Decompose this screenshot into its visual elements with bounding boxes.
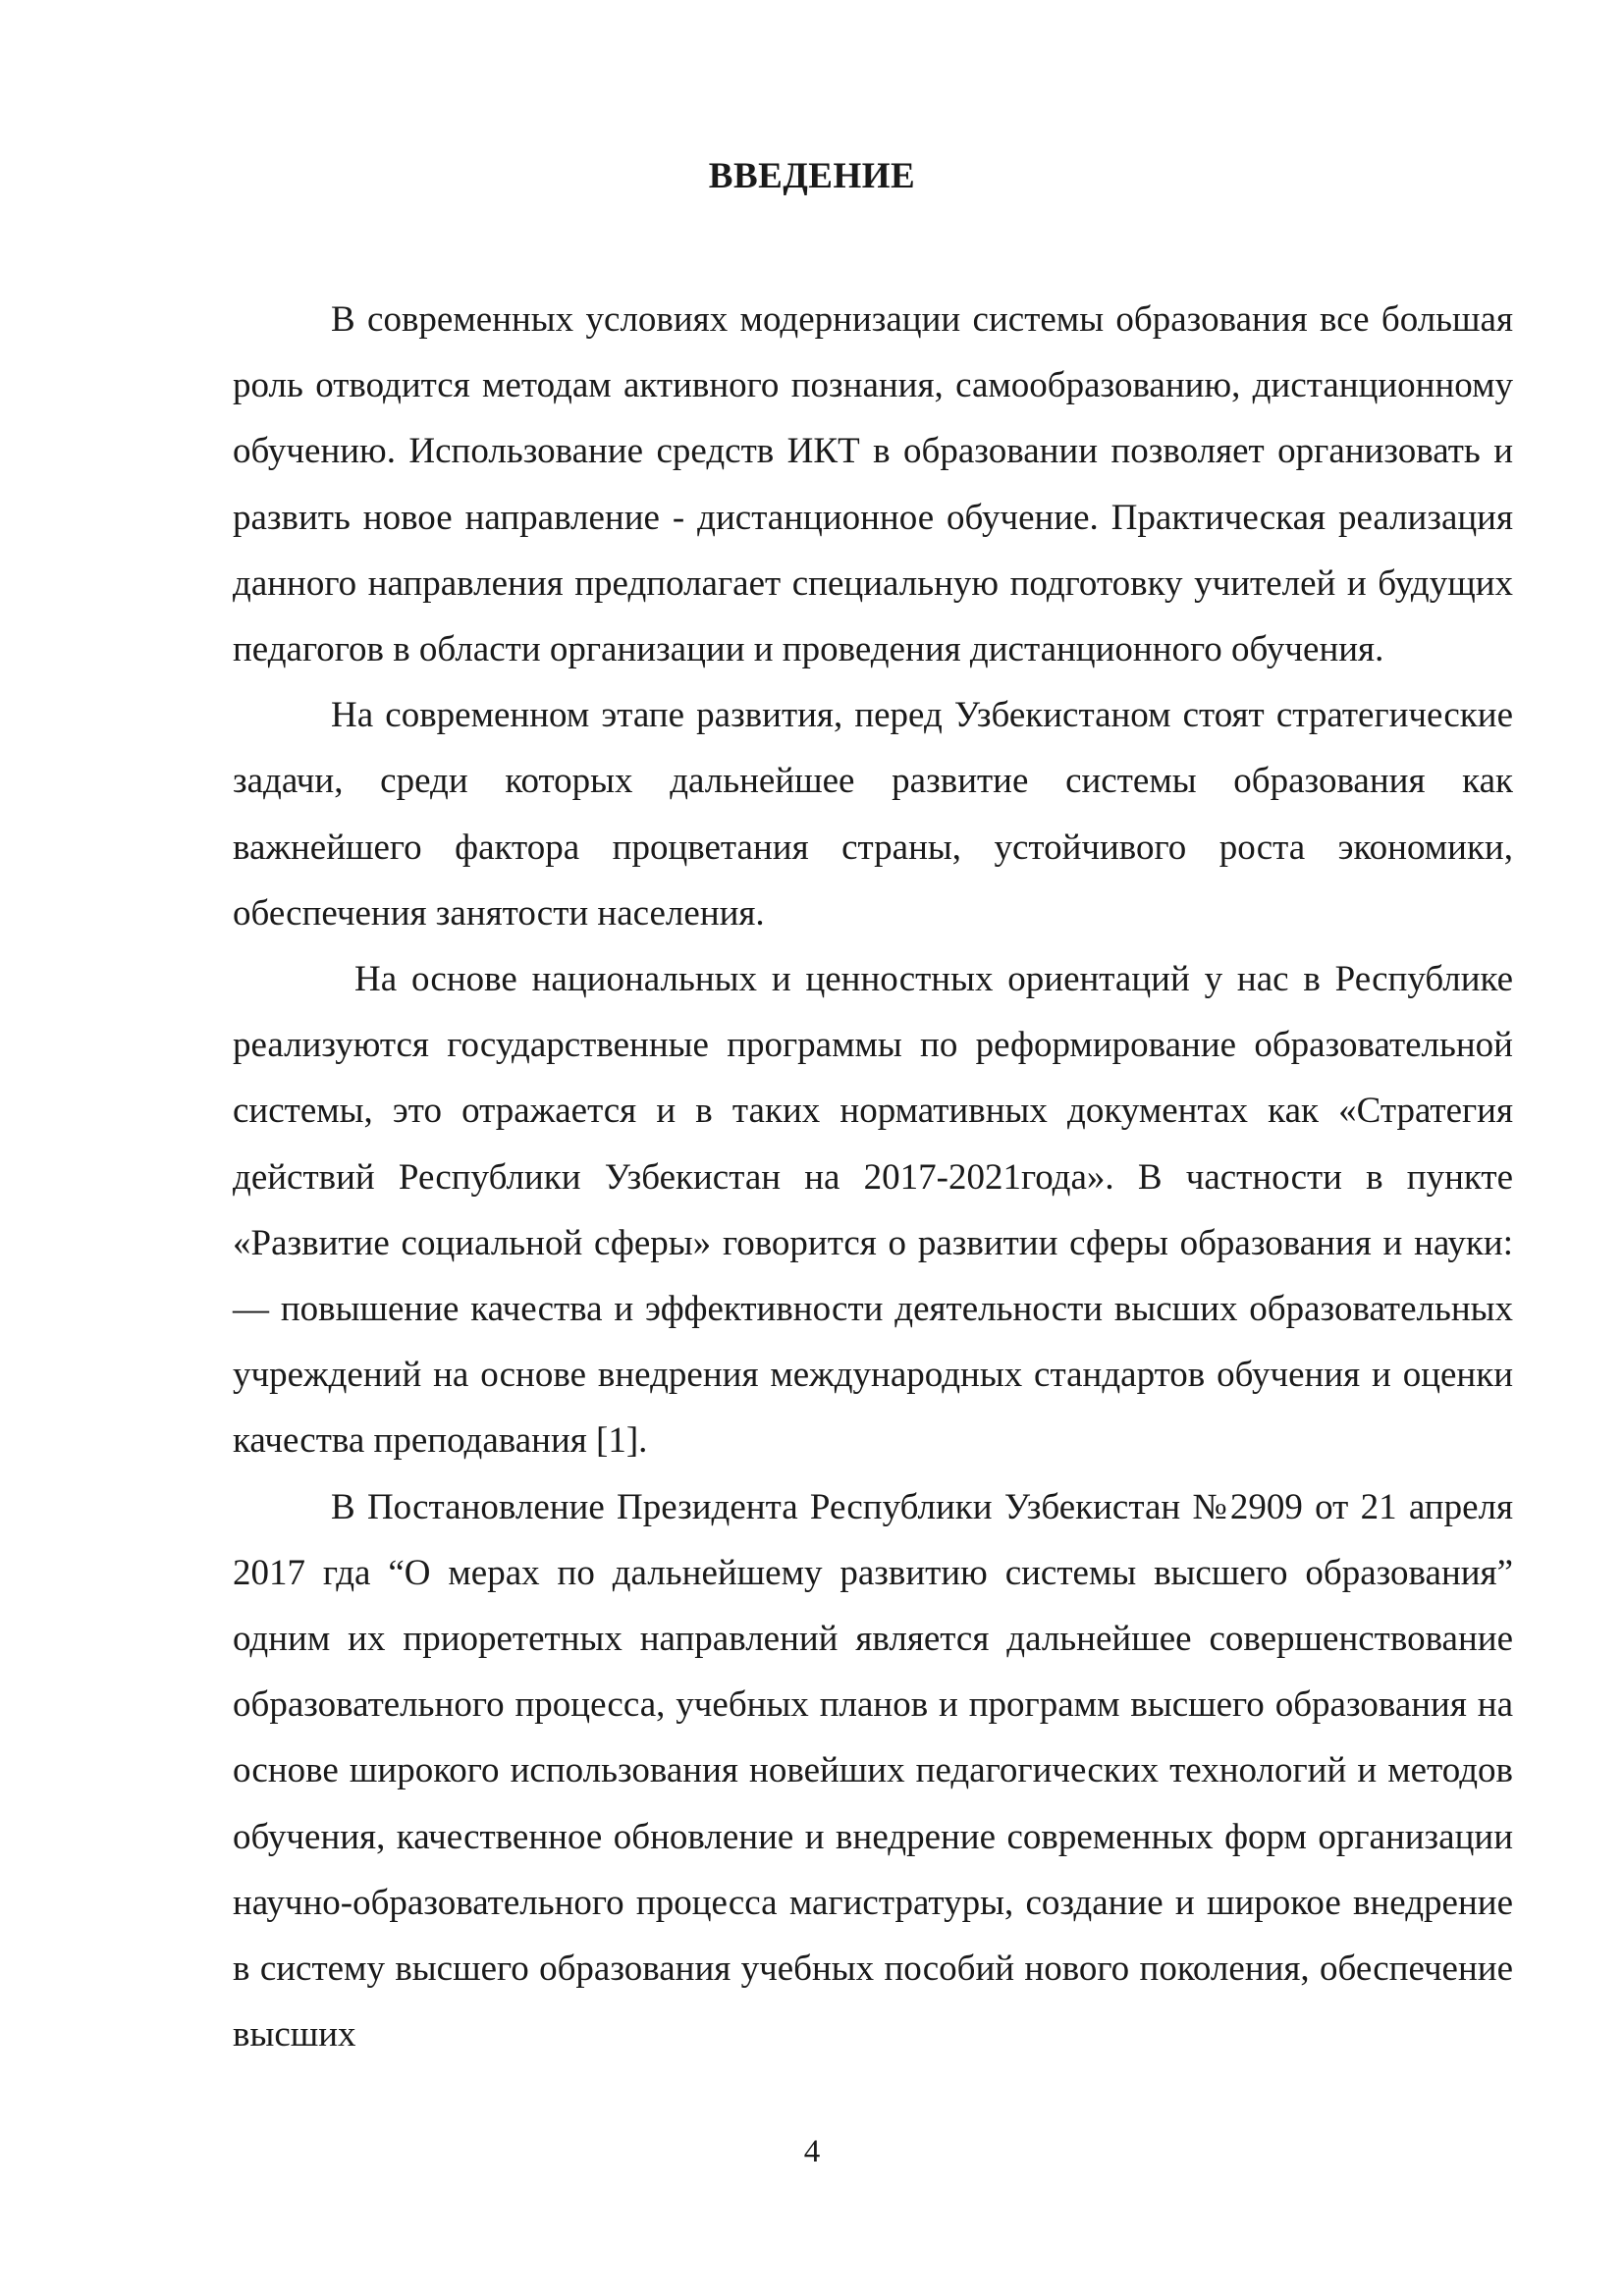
body-text	[233, 287, 1513, 2067]
paragraph-3: На основе национальных и ценностных ориентаций у нас в Республике реализуются государственные программы по реформирование образовательной системы, это отражается и в таких нормативных документах как «Стратегия действий Республики Узбекистан на 2017-2021года». В частности в пункте «Развитие социальной сферы» говорится о развитии сферы образования и науки: — повышение качества и эффективности деятельности высших образовательных учреждений на основе внедрения международных стандартов обучения и оценки качества преподавания [1].	[233, 959, 1513, 1462]
page-title: ВВЕДЕНИЕ	[708, 156, 916, 196]
paragraph-1: В современных условиях модернизации системы образования все большая роль отводится методам активного познания, самообразованию, дистанционному обучению. Использование средств ИКТ в образовании позволяет организовать и развить новое направление - дистанционное обучение. Практическая реализация данного направления предполагает специальную подготовку учителей и будущих педагогов в области организации и проведения дистанционного обучения.	[233, 299, 1513, 670]
page-number: 4	[803, 2134, 821, 2169]
paragraph-4: В Постановление Президента Республики Узбекистан №2909 от 21 апреля 2017 гда “О мерах по дальнейшему развитию системы высшего образования” одним их приорететных направлений является дальнейшее совершенствование образовательного процесса, учебных планов и программ высшего образования на основе широкого использования новейших педагогических технологий и методов обучения, качественное обновление и внедрение современных форм организации научно-образовательного процесса магистратуры, создание и широкое внедрение в систему высшего образования учебных пособий нового поколения, обеспечение высших	[233, 1486, 1513, 2056]
paragraph-2: На современном этапе развития, перед Узбекистаном стоят стратегические задачи, среди которых дальнейшее развитие системы образования как важнейшего фактора процветания страны, устойчивого роста экономики, обеспечения занятости населения.	[233, 695, 1513, 934]
